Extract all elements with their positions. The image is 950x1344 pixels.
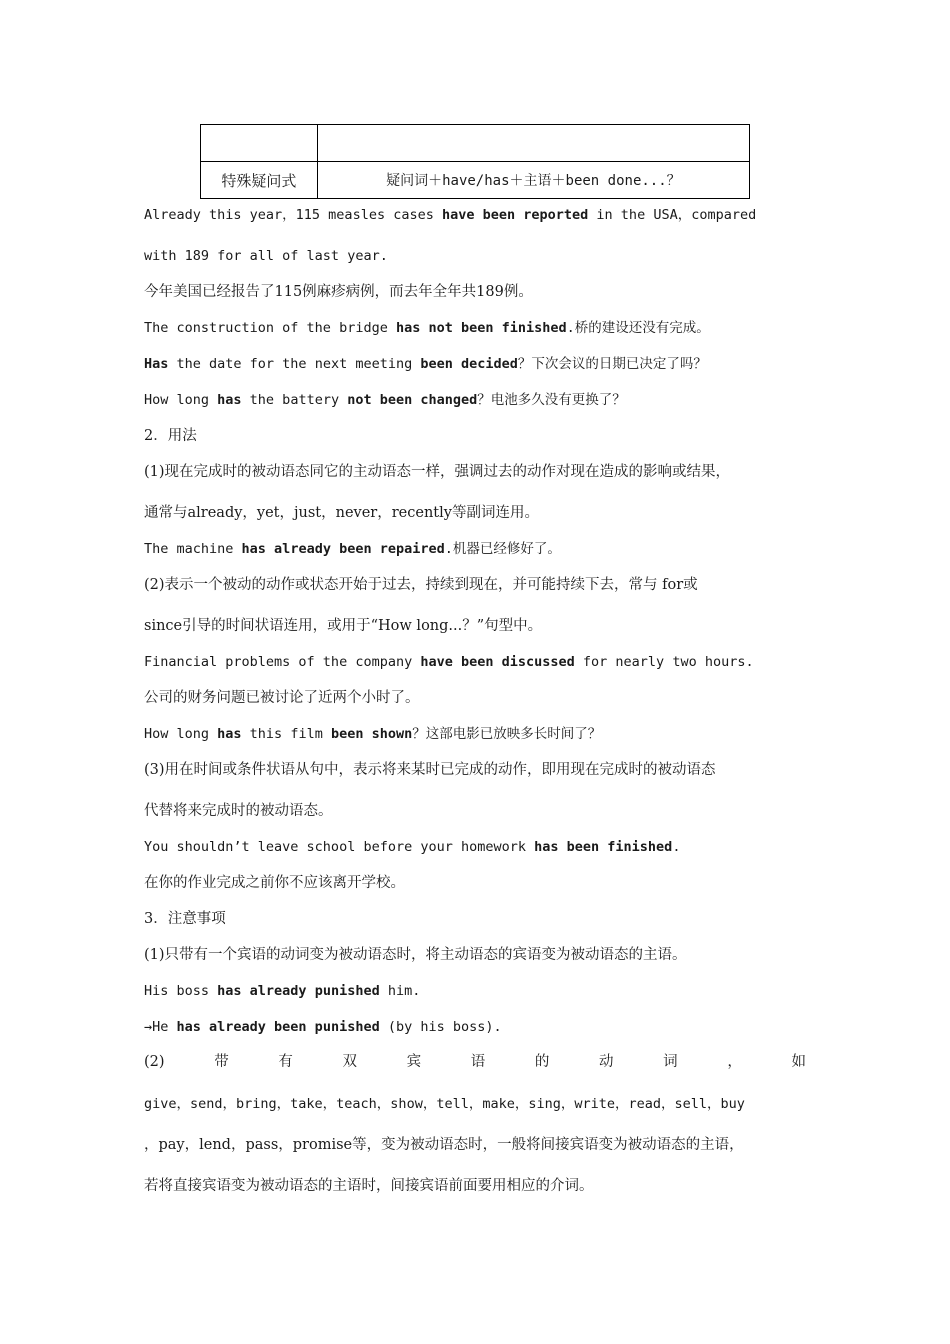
highlight-verb: have been discussed	[420, 654, 575, 670]
highlight-verb: has already been punished	[176, 1019, 380, 1035]
text-span: .	[672, 839, 681, 855]
translation: 公司的财务问题已被讨论了近两个小时了。	[144, 690, 420, 706]
highlight-verb: Has	[144, 356, 169, 372]
paragraph-text: ，pay，lend，pass，promise等，变为被动语态时，一般将间接宾语变为被动语态的主语，	[144, 1137, 744, 1153]
text-span: 有	[278, 1054, 293, 1070]
example-sentence	[144, 205, 824, 225]
highlight-verb: has	[217, 392, 242, 408]
paragraph-text: 通常与already，yet，just，never，recently等副词连用。	[144, 505, 539, 521]
paragraph-text: (3)用在时间或条件状语从句中，表示将来某时已完成的动作，即用现在完成时的被动语态	[144, 762, 716, 778]
table-cell-label: 特殊疑问式	[201, 162, 318, 199]
paragraph-text	[144, 1052, 806, 1072]
text-span: ？下次会议的日期已决定了吗？	[517, 356, 707, 372]
text-span: Already this year，115 measles cases	[144, 207, 442, 223]
text-span: for nearly two hours.	[574, 654, 754, 670]
highlight-verb: have been reported	[441, 207, 589, 223]
grammar-table	[200, 124, 750, 199]
text-span: 动	[599, 1054, 614, 1070]
text-span: ，	[727, 1054, 742, 1070]
paragraph-text: (1)现在完成时的被动语态同它的主动语态一样，强调过去的动作对现在造成的影响或结果，	[144, 464, 731, 480]
table-row	[201, 162, 750, 199]
table-row	[201, 125, 750, 162]
table-cell-label	[201, 125, 318, 162]
highlight-verb: not been changed	[347, 392, 478, 408]
example-sentence	[144, 318, 824, 338]
highlight-verb: has	[217, 726, 242, 742]
text-span: The construction of the bridge	[144, 320, 396, 336]
text-span: ？电池多久没有更换了？	[477, 392, 626, 408]
text-span: (by his boss).	[379, 1019, 502, 1035]
example-sentence	[144, 1017, 824, 1037]
text-span: (2)	[144, 1054, 165, 1070]
example-sentence	[144, 652, 824, 672]
text-span: in the USA，compared	[588, 207, 757, 223]
example-sentence	[144, 539, 824, 559]
section-heading: 3．注意事项	[144, 911, 226, 927]
text-span: His boss	[144, 983, 218, 999]
text-span: 带	[214, 1054, 229, 1070]
highlight-verb: has been finished	[534, 839, 673, 855]
text-span: .桥的建设还没有完成。	[566, 320, 710, 336]
table-cell-value: 疑问词＋have/has＋主语＋been done...？	[317, 162, 749, 199]
translation: 今年美国已经报告了115例麻疹病例，而去年全年共189例。	[144, 284, 533, 300]
text-span: 宾	[406, 1054, 422, 1070]
text-span: How long	[144, 726, 218, 742]
translation: 在你的作业完成之前你不应该离开学校。	[144, 875, 405, 891]
paragraph-text: 代替将来完成时的被动语态。	[144, 803, 333, 819]
example-sentence: with 189 for all of last year.	[144, 248, 388, 264]
text-span: ？这部电影已放映多长时间了？	[412, 726, 602, 742]
paragraph-text: 若将直接宾语变为被动语态的主语时，间接宾语前面要用相应的介词。	[144, 1178, 594, 1194]
highlight-verb: been shown	[330, 726, 413, 742]
example-sentence	[144, 837, 824, 857]
text-span: the date for the next meeting	[168, 356, 421, 372]
highlight-verb: has not been finished	[395, 320, 567, 336]
text-span: How long	[144, 392, 218, 408]
text-span: the battery	[241, 392, 348, 408]
highlight-verb: has already been repaired	[241, 541, 445, 557]
text-span: .机器已经修好了。	[444, 541, 561, 557]
example-sentence	[144, 724, 824, 744]
text-span: him.	[379, 983, 421, 999]
text-span: 语	[470, 1054, 486, 1070]
example-sentence	[144, 354, 824, 374]
paragraph-text: since引导的时间状语连用，或用于“How long...？”句型中。	[144, 618, 543, 634]
text-span: You shouldn’t leave school before your homework	[144, 839, 535, 855]
highlight-verb: has already punished	[217, 983, 380, 999]
example-sentence	[144, 390, 824, 410]
paragraph-text: give，send，bring，take，teach，show，tell，make，sing，write，read，sell，buy	[144, 1096, 745, 1112]
text-span: 的	[534, 1054, 550, 1070]
highlight-verb: been decided	[420, 356, 518, 372]
text-span: The machine	[144, 541, 242, 557]
text-span: 词	[663, 1054, 678, 1070]
table-cell-value	[317, 125, 749, 162]
text-span: →He	[144, 1019, 177, 1035]
section-heading: 2．用法	[144, 428, 197, 444]
text-span: this film	[241, 726, 331, 742]
example-sentence	[144, 981, 824, 1001]
text-span: 双	[342, 1054, 357, 1070]
text-span: Financial problems of the company	[144, 654, 421, 670]
paragraph-text: (1)只带有一个宾语的动词变为被动语态时，将主动语态的宾语变为被动语态的主语。	[144, 947, 687, 963]
paragraph-text: (2)表示一个被动的动作或状态开始于过去，持续到现在，并可能持续下去，常与 for或	[144, 577, 698, 593]
text-span: 如	[791, 1054, 806, 1070]
